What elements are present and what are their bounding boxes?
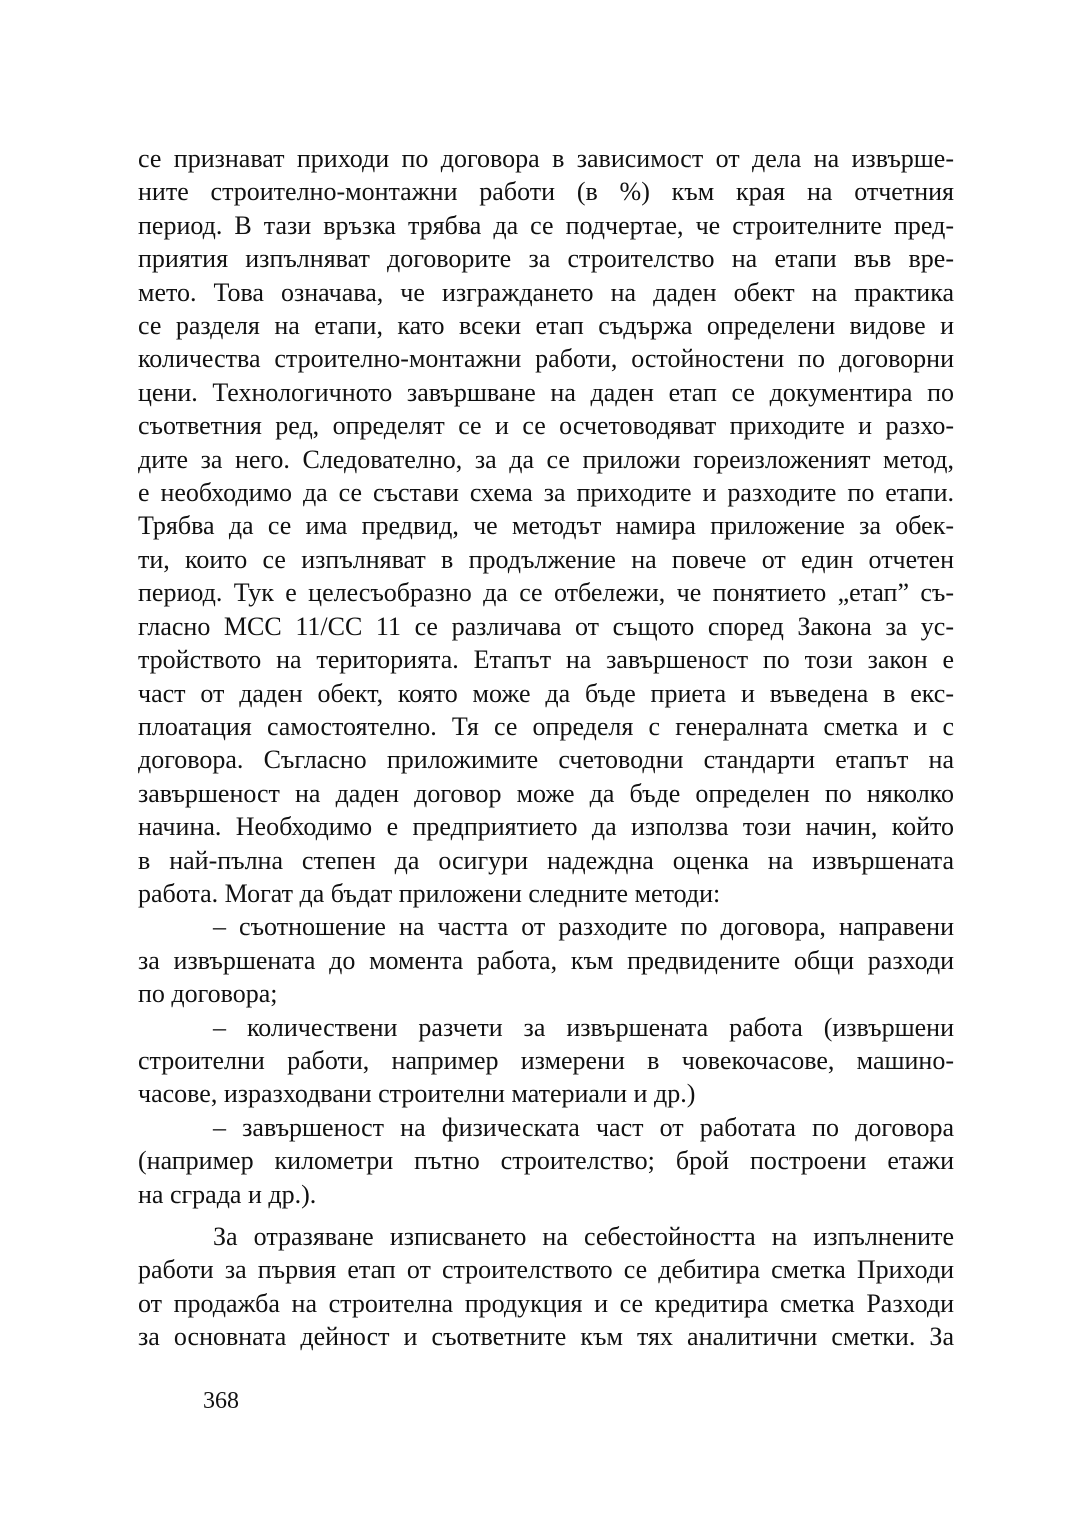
text-line: (например километри пътно строителство; брой построени етажи <box>138 1146 954 1176</box>
paragraph-revenue-recognition <box>138 142 954 910</box>
text-line: период. Тук е целесъобразно да се отбележи, че понятието „етап” съ- <box>138 578 954 608</box>
text-line: ните строително-монтажни работи (в %) към края на отчетния <box>138 177 954 207</box>
text-line: е необходимо да се състави схема за приходите и разходите по етапи. <box>138 478 954 508</box>
text-line: се разделя на етапи, като всеки етап съдържа определени видове и <box>138 311 954 341</box>
text-line: дите за него. Следователно, за да се приложи гореизложеният метод, <box>138 444 954 474</box>
text-line: договора. Съгласно приложимите счетоводни стандарти етапът на <box>138 745 954 775</box>
text-line: цени. Технологичното завършване на даден етап се документира по <box>138 377 954 407</box>
text-line: за основната дейност и съответните към тях аналитични сметки. За <box>138 1322 954 1352</box>
text-line: количества строително-монтажни работи, остойностени по договорни <box>138 344 954 374</box>
text-line: в най-пълна степен да осигури надеждна оценка на извършената <box>138 845 954 875</box>
text-line: – завършеност на физическата част от работата по договора <box>213 1112 954 1142</box>
text-line: строителни работи, например измерени в човекочасове, машино- <box>138 1045 954 1075</box>
text-line: За отразяване изписването на себестойността на изпълнените <box>213 1222 954 1251</box>
text-line: част от даден обект, която може да бъде приета и въведена в екс- <box>138 678 954 708</box>
text-line: плоатация самостоятелно. Тя се определя с генералната сметка и с <box>138 711 954 741</box>
text-line: за извършената до момента работа, към предвидените общи разходи <box>138 945 954 975</box>
text-line: се признават приходи по договора в зависимост от дела на извърше- <box>138 144 954 173</box>
paragraph-cost-write-off <box>138 1220 954 1354</box>
text-line: тройството на територията. Етапът на завършеност по този закон е <box>138 645 954 675</box>
text-line: завършеност на даден договор може да бъде определен по няколко <box>138 778 954 808</box>
text-line: работи за първия етап от строителството се дебитира сметка Приходи <box>138 1255 954 1285</box>
method-item-physical-completion <box>138 1111 954 1211</box>
text-line: приятия изпълняват договорите за строителство на етапи във вре- <box>138 244 954 274</box>
text-line: начина. Необходимо е предприятието да използва този начин, който <box>138 812 954 842</box>
page-number: 368 <box>203 1388 239 1414</box>
text-line: Трябва да се има предвид, че методът намира приложение за обек- <box>138 511 954 541</box>
text-line: гласно МСС 11/СС 11 се различава от същото според Закона за ус- <box>138 611 954 641</box>
text-line: работа. Могат да бъдат приложени следните методи: <box>138 878 721 908</box>
text-line: мето. Това означава, че изграждането на даден обект на практика <box>138 277 954 307</box>
text-line: по договора; <box>138 979 278 1009</box>
text-line: на сграда и др.). <box>138 1179 317 1209</box>
text-line: съответния ред, определят се и се осчетоводяват приходите и разхо- <box>138 411 954 441</box>
text-line: период. В тази връзка трябва да се подчертае, че строителните пред- <box>138 210 954 240</box>
method-item-quantity-estimates <box>138 1011 954 1111</box>
text-line: от продажба на строителна продукция и се кредитира сметка Разходи <box>138 1288 954 1318</box>
text-line: часове, изразходвани строителни материали и др.) <box>138 1079 696 1109</box>
text-line: – съотношение на частта от разходите по договора, направени <box>213 912 954 942</box>
text-line: ти, които се изпълняват в продължение на повече от един отчетен <box>138 544 954 574</box>
page-body <box>138 142 954 1354</box>
text-line: – количествени разчети за извършената работа (извършени <box>213 1012 954 1042</box>
method-item-cost-ratio <box>138 910 954 1010</box>
